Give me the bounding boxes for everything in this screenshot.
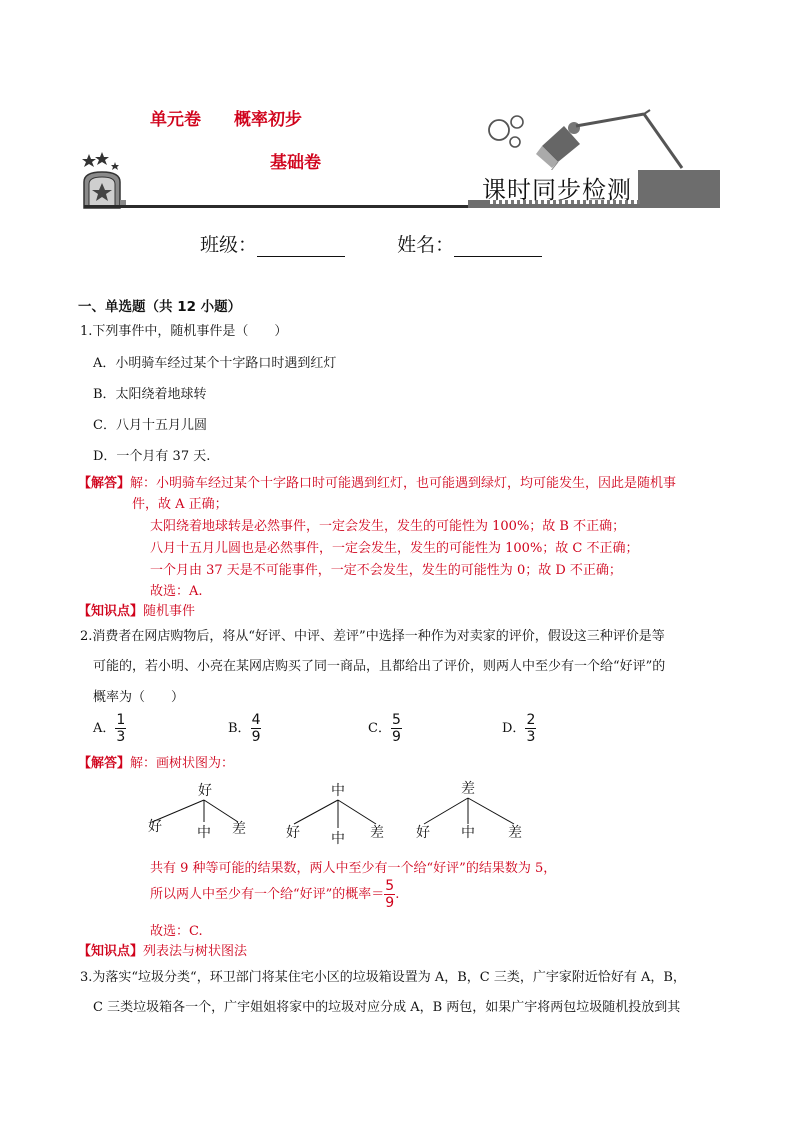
q2-explain2: 所以两人中至少有一个给“好评”的概率＝ $\frac{5}{9}$ .	[150, 878, 400, 911]
tree3-root: 差	[461, 781, 475, 797]
q2-answer-intro: 【解答】解：画树状图为：	[78, 756, 235, 771]
q1-option-b: B．太阳绕着地球转	[93, 387, 207, 402]
title-level: 基础卷	[270, 153, 321, 173]
q3-stem-line1: 3.为落实“垃圾分类“，环卫部门将某住宅小区的垃圾箱设置为 A，B，C 三类，广宇家附近恰好有 A，B，	[80, 970, 686, 985]
tree1-leaf3: 差	[232, 821, 246, 837]
q2-explain1: 共有 9 种等可能的结果数，两人中至少有一个给“好评”的结果数为 5，	[150, 861, 557, 876]
q1-option-c: C．八月十五月儿圆	[93, 418, 207, 433]
q1-option-d: D．一个月有 37 天.	[93, 449, 211, 464]
q2-option-c: C． $\frac{5}{9}$	[368, 712, 401, 745]
q3-stem-line2: C 三类垃圾箱各一个，广宇姐姐将家中的垃圾对应分成 A，B 两包，如果广宇将两包垃圾随机投放到其	[93, 1000, 681, 1015]
q1-answer-line3: 太阳绕着地球转是必然事件，一定会发生，发生的可能性为 100%；故 B 不正确；	[150, 519, 626, 534]
tree1-leaf2: 中	[197, 825, 211, 841]
q1-answer-line4: 八月十五月儿圆也是必然事件，一定会发生，发生的可能性为 100%；故 C 不正确；	[150, 541, 639, 556]
q1-knowledge: 【知识点】随机事件	[78, 604, 196, 619]
title-unit: 单元卷	[150, 110, 201, 130]
class-field[interactable]	[257, 238, 345, 257]
tree3-leaf1: 好	[416, 825, 430, 841]
star-badge-icon	[80, 150, 128, 210]
tree1-root: 好	[198, 783, 212, 799]
tree2-leaf1: 好	[286, 825, 300, 841]
class-label: 班级：	[200, 234, 258, 256]
q1-stem: 1.下列事件中，随机事件是（ ）	[80, 324, 288, 339]
q1-answer-line1: 【解答】解：小明骑车经过某个十字路口时可能遇到红灯，也可能遇到绿灯，均可能发生，因此是随机事	[78, 476, 677, 491]
q2-option-d: D． $\frac{2}{3}$	[502, 712, 536, 745]
title-topic: 概率初步	[234, 110, 302, 130]
banner-title: 课时同步检测	[482, 176, 632, 204]
tree2-leaf3: 差	[370, 825, 384, 841]
tree1-leaf1: 好	[148, 819, 162, 835]
name-field[interactable]	[454, 238, 542, 257]
class-name-row	[200, 230, 542, 257]
q2-option-a: A． $\frac{1}{3}$	[93, 712, 126, 745]
tree3-leaf2: 中	[461, 825, 475, 841]
q1-answer-line2: 件，故 A 正确；	[132, 497, 228, 512]
tree2-root: 中	[331, 783, 345, 799]
section-title: 一、单选题（共 12 小题）	[78, 299, 242, 315]
q2-option-b: B． $\frac{4}{9}$	[228, 712, 261, 745]
q1-answer-line5: 一个月由 37 天是不可能事件，一定不会发生，发生的可能性为 0；故 D 不正确；	[150, 563, 622, 578]
desk-lamp-icon	[532, 108, 702, 178]
q1-option-a: A．小明骑车经过某个十字路口时遇到红灯	[93, 356, 337, 371]
name-label: 姓名：	[397, 234, 455, 256]
bubbles-icon	[485, 112, 535, 152]
q2-choice: 故选：C.	[150, 924, 203, 939]
q1-answer-tag: 【解答】	[78, 476, 131, 491]
tree3-leaf3: 差	[508, 825, 522, 841]
q2-stem-line3: 概率为（ ）	[93, 690, 185, 705]
q2-knowledge: 【知识点】列表法与树状图法	[78, 944, 248, 959]
q2-stem-line2: 可能的，若小明、小亮在某网店购买了同一商品，且都给出了评价，则两人中至少有一个给“好评”的	[93, 659, 666, 674]
q1-answer-line6: 故选：A.	[150, 584, 203, 599]
tree2-leaf2: 中	[331, 831, 345, 847]
q2-stem-line1: 2.消费者在网店购物后，将从“好评、中评、差评”中选择一种作为对卖家的评价，假设这三种评价是等	[80, 629, 665, 644]
